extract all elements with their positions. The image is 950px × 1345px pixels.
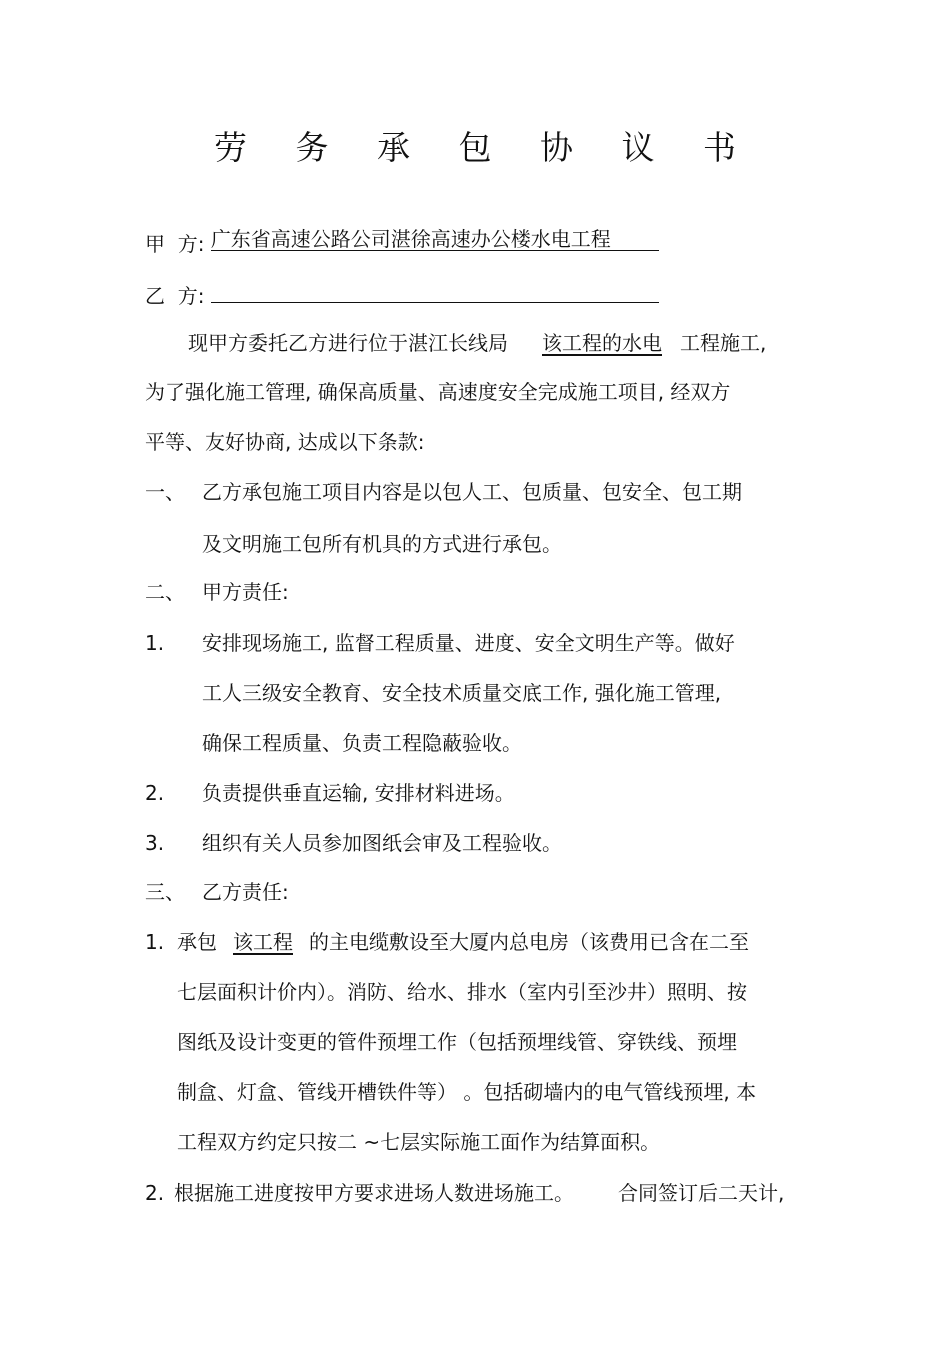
item-2-text-tail: 合同签订后二天计, — [618, 1181, 785, 1205]
item-fill-project: 该工程 — [233, 930, 293, 954]
section-3-item-1-line-1 — [177, 928, 749, 956]
intro-line-3: 平等、友好协商, 达成以下条款: — [145, 430, 425, 454]
item-text: 承包 — [177, 930, 217, 954]
section-3-item-2-line-1 — [174, 1179, 784, 1207]
section-1-line-1: 乙方承包施工项目内容是以包人工、包质量、包安全、包工期 — [202, 480, 742, 504]
section-2-item-1-num: 1. — [145, 631, 165, 655]
party-a-value: 广东省高速公路公司湛徐高速办公楼水电工程 — [210, 227, 611, 251]
section-2-item-2-line-1: 负责提供垂直运输, 安排材料进场。 — [202, 781, 515, 805]
section-3-item-1-line-5: 工程双方约定只按二 ~七层实际施工面作为结算面积。 — [177, 1130, 661, 1154]
party-b-row — [145, 280, 659, 310]
section-3-item-2-num: 2. — [145, 1181, 165, 1205]
section-3-item-1-num: 1. — [145, 930, 165, 954]
party-a-row — [145, 228, 659, 258]
section-2-item-1-line-2: 工人三级安全教育、安全技术质量交底工作, 强化施工管理, — [202, 681, 722, 705]
intro-line-2: 为了强化施工管理, 确保高质量、高速度安全完成施工项目, 经双方 — [145, 380, 731, 404]
section-3-item-1-line-4: 制盒、灯盒、管线开槽铁件等） 。包括砌墙内的电气管线预埋, 本 — [177, 1080, 757, 1104]
section-3-marker: 三、 — [145, 880, 185, 904]
intro-line-1 — [188, 329, 766, 357]
party-a-label: 甲 方: — [145, 232, 205, 256]
section-3-item-1-line-3: 图纸及设计变更的管件预埋工作（包括预埋线管、穿铁线、预埋 — [177, 1030, 737, 1054]
section-2-item-2-num: 2. — [145, 781, 165, 805]
intro-text: 现甲方委托乙方进行位于湛江长线局 — [188, 331, 508, 355]
party-b-blank — [211, 280, 659, 303]
intro-fill-work: 该工程的水电 — [542, 331, 662, 355]
section-1-line-2: 及文明施工包所有机具的方式进行承包。 — [202, 532, 562, 556]
section-3-heading: 乙方责任: — [202, 880, 289, 904]
section-2-marker: 二、 — [145, 580, 185, 604]
section-2-item-1-line-3: 确保工程质量、负责工程隐蔽验收。 — [202, 731, 522, 755]
section-1-marker: 一、 — [145, 480, 185, 504]
section-3-item-1-line-2: 七层面积计价内）。消防、给水、排水（室内引至沙井）照明、按 — [177, 980, 747, 1004]
intro-text-tail: 工程施工, — [680, 331, 767, 355]
document-title: 劳 务 承 包 协 议 书 — [214, 128, 755, 167]
item-2-text: 根据施工进度按甲方要求进场人数进场施工。 — [174, 1181, 574, 1205]
item-text-tail: 的主电缆敷设至大厦内总电房（该费用已含在二至 — [309, 930, 749, 954]
party-a-fill — [211, 228, 659, 251]
section-2-heading: 甲方责任: — [202, 580, 289, 604]
party-b-label: 乙 方: — [145, 284, 205, 308]
section-2-item-3-line-1: 组织有关人员参加图纸会审及工程验收。 — [202, 831, 562, 855]
section-2-item-3-num: 3. — [145, 831, 165, 855]
section-2-item-1-line-1: 安排现场施工, 监督工程质量、进度、安全文明生产等。做好 — [202, 631, 735, 655]
